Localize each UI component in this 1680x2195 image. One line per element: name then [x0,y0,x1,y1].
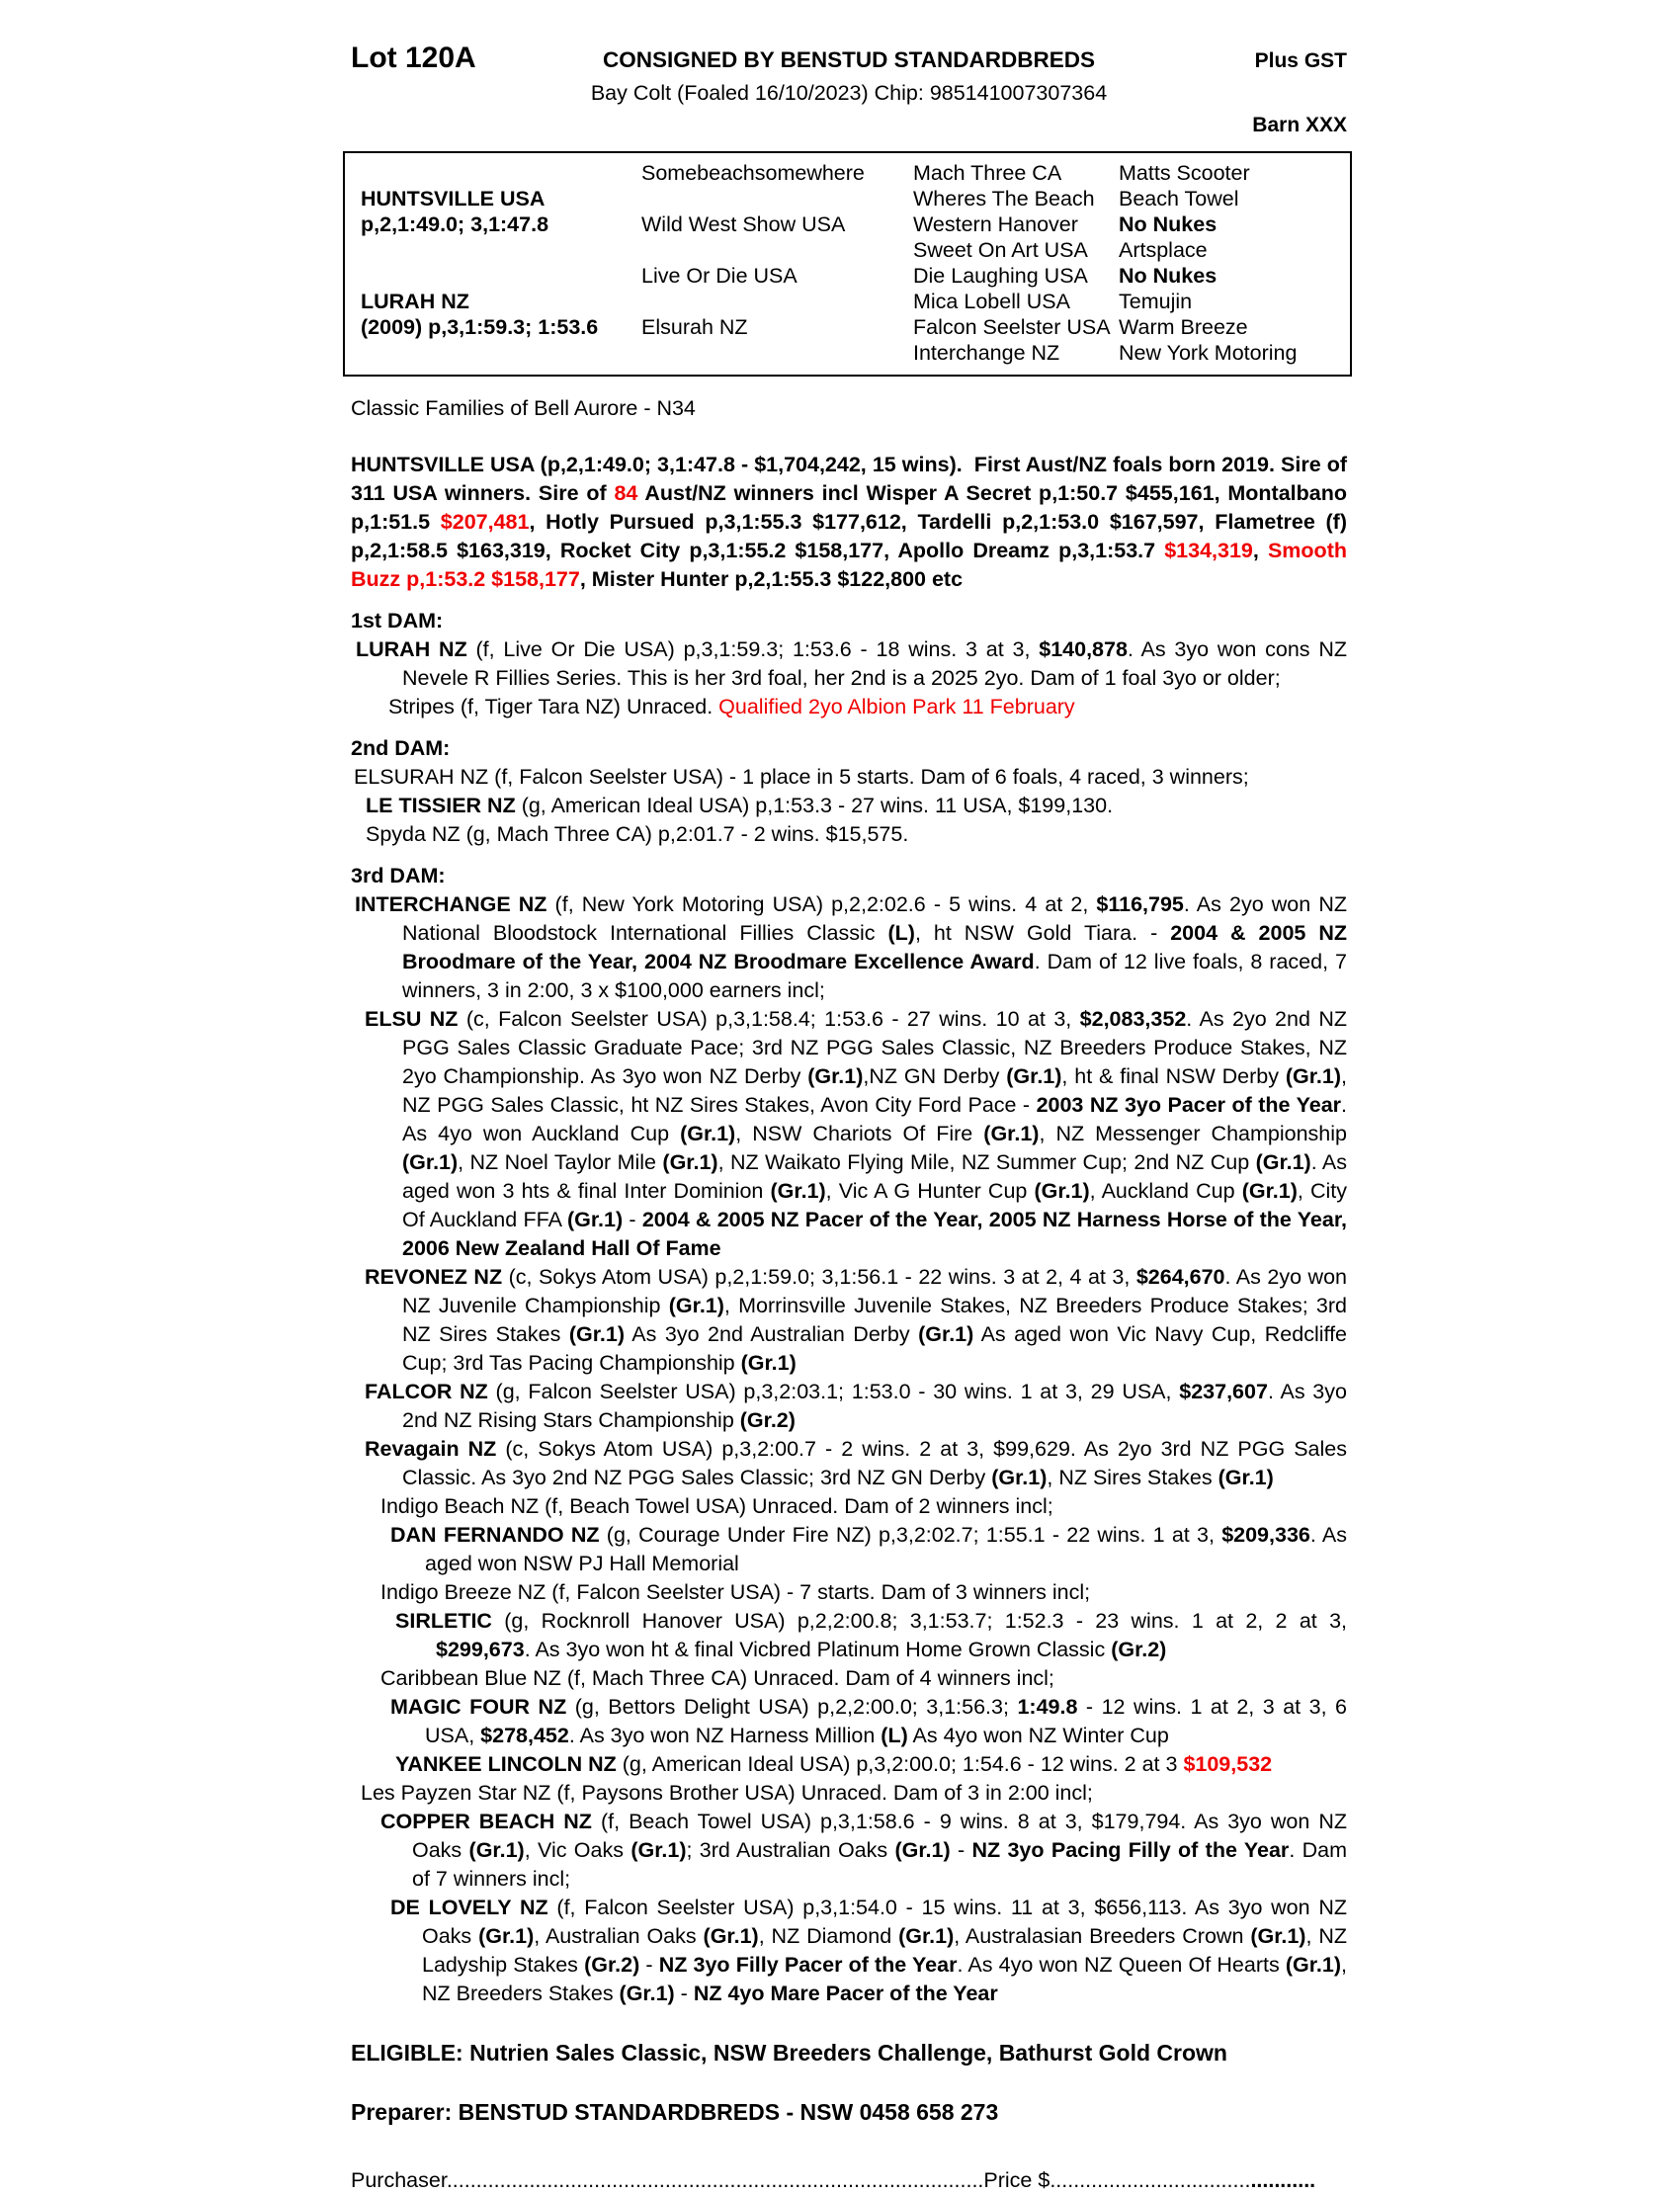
lot-number: Lot 120A [351,42,476,74]
heading-1st-dam: 1st DAM: [351,609,444,633]
gen2-ancestor: Live Or Die USA [641,264,798,288]
gen3-ancestor: Interchange NZ [913,341,1060,365]
para-interchange: INTERCHANGE NZ (f, New York Motoring USA) p,2,2:02.6 - 5 wins. 4 at 2, $116,795. As 2yo won NZ National Bloodstock International Fillies Classic (L), ht NSW Gold Tiara. - 2004 & 2005 NZ Broodmare of the Year, 2004 NZ Broodmare Excellence Award. Dam of 12 live foals, 8 raced, 7 winners, 3 in 2:00, 3 x $100,000 earners incl; [355,892,1347,1002]
heading-2nd-dam: 2nd DAM: [351,736,451,760]
para-lurah: LURAH NZ (f, Live Or Die USA) p,3,1:59.3; 1:53.6 - 18 wins. 3 at 3, $140,878. As 3yo won cons NZ Nevele R Fillies Series. This is her 3rd foal, her 2nd is a 2025 2yo. Dam of 1 foal 3yo or older; [356,637,1347,690]
gen4-ancestor: Artsplace [1119,238,1208,262]
para-falcor: FALCOR NZ (g, Falcon Seelster USA) p,3,2:03.1; 1:53.0 - 30 wins. 1 at 3, 29 USA, $237,607. As 3yo 2nd NZ Rising Stars Championship (Gr.2) [365,1380,1347,1432]
plus-gst-label: Plus GST [1254,49,1347,72]
gen3-ancestor: Falcon Seelster USA [913,315,1111,339]
para-indigo-beach: Indigo Beach NZ (f, Beach Towel USA) Unraced. Dam of 2 winners incl; [380,1494,1053,1518]
gen4-ancestor: Beach Towel [1119,187,1239,211]
gen3-ancestor: Sweet On Art USA [913,238,1088,262]
para-stripes: Stripes (f, Tiger Tara NZ) Unraced. Qualified 2yo Albion Park 11 February [388,695,1075,718]
gen4-ancestor: Matts Scooter [1119,161,1250,185]
para-de-lovely: DE LOVELY NZ (f, Falcon Seelster USA) p,3,1:54.0 - 15 wins. 11 at 3, $656,113. As 3yo won NZ Oaks (Gr.1), Australian Oaks (Gr.1), NZ Diamond (Gr.1), Australasian Breeders Crown (Gr.1), NZ Ladyship Stakes (Gr.2) - NZ 3yo Filly Pacer of the Year. As 4yo won NZ Queen Of Hearts (Gr.1), NZ Breeders Stakes (Gr.1) - NZ 4yo Mare Pacer of the Year [390,1896,1348,2005]
gen3-ancestor: Wheres The Beach [913,187,1095,211]
pedigree-text [351,394,1347,2195]
para-caribbean-blue: Caribbean Blue NZ (f, Mach Three CA) Unraced. Dam of 4 winners incl; [380,1666,1054,1690]
para-magic-four: MAGIC FOUR NZ (g, Bettors Delight USA) p,2,2:00.0; 3,1:56.3; 1:49.8 - 12 wins. 1 at 2, 3 at 3, 6 USA, $278,452. As 3yo won NZ Harness Million (L) As 4yo won NZ Winter Cup [390,1695,1347,1747]
consignor-title: CONSIGNED BY BENSTUD STANDARDBREDS [603,47,1095,72]
purchaser-line: Purchaser...........................................................................................Price $............................................. [351,2168,1316,2192]
para-le-tissier: LE TISSIER NZ (g, American Ideal USA) p,1:53.3 - 27 wins. 11 USA, $199,130. [366,794,1114,817]
para-indigo-breeze: Indigo Breeze NZ (f, Falcon Seelster USA) - 7 starts. Dam of 3 winners incl; [380,1580,1091,1604]
gen3-ancestor: Western Hanover [913,212,1078,236]
sire-record: p,2,1:49.0; 3,1:47.8 [361,212,549,236]
barn-label: Barn XXX [1252,114,1347,136]
foal-details: Bay Colt (Foaled 16/10/2023) Chip: 985141007307364 [590,81,1108,105]
sire-summary: HUNTSVILLE USA (p,2,1:49.0; 3,1:47.8 - $1,704,242, 15 wins). First Aust/NZ foals born 2019. Sire of 311 USA winners. Sire of 84 Aust/NZ winners incl Wisper A Secret p,1:50.7 $455,161, Montalbano p,1:51.5 $207,481, Hotly Pursued p,3,1:55.3 $177,612, Tardelli p,2,1:53.0 $167,597, Flametree (f) p,2,1:58.5 $163,319, Rocket City p,3,1:55.2 $158,177, Apollo Dreamz p,3,1:53.7 $134,319, Smooth Buzz p,1:53.2 $158,177, Mister Hunter p,2,1:55.3 $122,800 etc [351,453,1348,591]
eligible-line: ELIGIBLE: Nutrien Sales Classic, NSW Breeders Challenge, Bathurst Gold Crown [351,2040,1227,2066]
para-copper-beach: COPPER BEACH NZ (f, Beach Towel USA) p,3,1:58.6 - 9 wins. 8 at 3, $179,794. As 3yo won NZ Oaks (Gr.1), Vic Oaks (Gr.1); 3rd Australian Oaks (Gr.1) - NZ 3yo Pacing Filly of the Year. Dam of 7 winners incl; [380,1810,1348,1891]
gen3-ancestor: Mica Lobell USA [913,290,1070,313]
para-revagain: Revagain NZ (c, Sokys Atom USA) p,3,2:00.7 - 2 wins. 2 at 3, $99,629. As 2yo 3rd NZ PGG Sales Classic. As 3yo 2nd NZ PGG Sales Classic; 3rd NZ GN Derby (Gr.1), NZ Sires Stakes (Gr.1) [365,1437,1348,1489]
gen4-ancestor: Warm Breeze [1119,315,1248,339]
sire-name: HUNTSVILLE USA [361,187,546,211]
para-spyda: Spyda NZ (g, Mach Three CA) p,2:01.7 - 2 wins. $15,575. [366,822,909,846]
gen3-ancestor: Die Laughing USA [913,264,1088,288]
heading-3rd-dam: 3rd DAM: [351,864,446,887]
page-header [351,42,1347,75]
family-line: Classic Families of Bell Aurore - N34 [351,396,696,420]
para-revonez: REVONEZ NZ (c, Sokys Atom USA) p,2,1:59.0; 3,1:56.1 - 22 wins. 3 at 2, 4 at 3, $264,670. As 2yo won NZ Juvenile Championship (Gr.1), Morrinsville Juvenile Stakes, NZ Breeders Produce Stakes; 3rd NZ Sires Stakes (Gr.1) As 3yo 2nd Australian Derby (Gr.1) As aged won Vic Navy Cup, Redcliffe Cup; 3rd Tas Pacing Championship (Gr.1) [365,1265,1348,1375]
gen2-ancestor: Somebeachsomewhere [641,161,865,185]
gen2-ancestor: Elsurah NZ [641,315,748,339]
para-elsurah: ELSURAH NZ (f, Falcon Seelster USA) - 1 place in 5 starts. Dam of 6 foals, 4 raced, 3 winners; [354,765,1249,789]
gen4-ancestor: No Nukes [1119,212,1218,236]
gen3-ancestor: Mach Three CA [913,161,1062,185]
gen4-ancestor: No Nukes [1119,264,1218,288]
dam-record: (2009) p,3,1:59.3; 1:53.6 [361,315,599,339]
preparer-line: Preparer: BENSTUD STANDARDBREDS - NSW 0458 658 273 [351,2099,999,2125]
para-sirletic: SIRLETIC (g, Rocknroll Hanover USA) p,2,2:00.8; 3,1:53.7; 1:52.3 - 23 wins. 1 at 2, 2 at 3, $299,673. As 3yo won ht & final Vicbred Platinum Home Grown Classic (Gr.2) [395,1609,1347,1661]
gen4-ancestor: New York Motoring [1119,341,1298,365]
para-elsu: ELSU NZ (c, Falcon Seelster USA) p,3,1:58.4; 1:53.6 - 27 wins. 10 at 3, $2,083,352. As 2yo 2nd NZ PGG Sales Classic Graduate Pace; 3rd NZ PGG Sales Classic, NZ Breeders Produce Stakes, NZ 2yo Championship. As 3yo won NZ Derby (Gr.1),NZ GN Derby (Gr.1), ht & final NSW Derby (Gr.1), NZ PGG Sales Classic, ht NZ Sires Stakes, Avon City Ford Pace - 2003 NZ 3yo Pacer of the Year. As 4yo won Auckland Cup (Gr.1), NSW Chariots Of Fire (Gr.1), NZ Messenger Championship (Gr.1), NZ Noel Taylor Mile (Gr.1), NZ Waikato Flying Mile, NZ Summer Cup; 2nd NZ Cup (Gr.1). As aged won 3 hts & final Inter Dominion (Gr.1), Vic A G Hunter Cup (Gr.1), Auckland Cup (Gr.1), City Of Auckland FFA (Gr.1) - 2004 & 2005 NZ Pacer of the Year, 2005 NZ Harness Horse of the Year, 2006 New Zealand Hall Of Fame [365,1007,1348,1260]
gen4-ancestor: Temujin [1119,290,1193,313]
gen2-ancestor: Wild West Show USA [641,212,846,236]
para-yankee-lincoln: YANKEE LINCOLN NZ (g, American Ideal USA) p,3,2:00.0; 1:54.6 - 12 wins. 2 at 3 $109,532 [395,1752,1273,1776]
para-dan-fernando: DAN FERNANDO NZ (g, Courage Under Fire NZ) p,3,2:02.7; 1:55.1 - 22 wins. 1 at 3, $209,336. As aged won NSW PJ Hall Memorial [390,1523,1347,1575]
pedigree-table [343,151,1352,377]
para-les-payzen-star: Les Payzen Star NZ (f, Paysons Brother USA) Unraced. Dam of 3 in 2:00 incl; [361,1781,1093,1805]
dam-name: LURAH NZ [361,290,469,313]
